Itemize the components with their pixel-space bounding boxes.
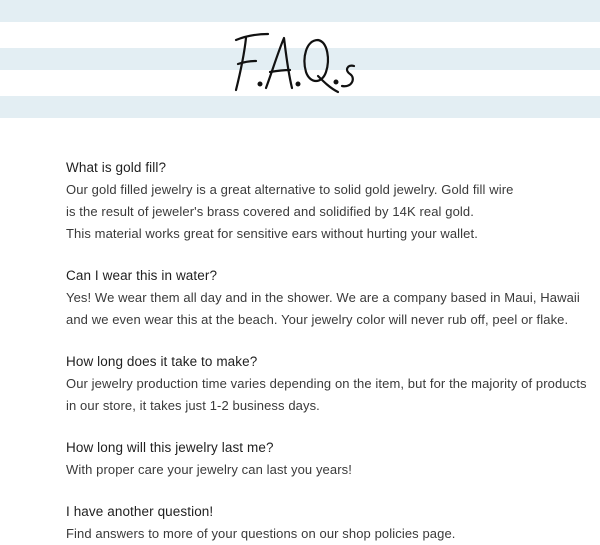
faq-item xyxy=(66,501,586,545)
faq-question: Can I wear this in water? xyxy=(66,268,218,283)
banner-stripe xyxy=(0,96,600,118)
header-banner xyxy=(0,0,600,118)
faq-answer-line: With proper care your jewelry can last you years! xyxy=(66,462,352,477)
faqs-title-script xyxy=(222,22,372,98)
faq-question: What is gold fill? xyxy=(66,160,167,175)
faq-answer-line: Our jewelry production time varies depending on the item, but for the majority of products xyxy=(66,376,587,391)
faq-answer-line: Yes! We wear them all day and in the shower. We are a company based in Maui, Hawaii xyxy=(66,290,580,305)
faq-answer xyxy=(66,523,586,545)
faq-answer xyxy=(66,179,586,245)
faq-answer xyxy=(66,373,586,417)
faq-answer xyxy=(66,287,586,331)
faq-answer-line: Our gold filled jewelry is a great alternative to solid gold jewelry. Gold fill wire xyxy=(66,182,514,197)
faq-question: How long will this jewelry last me? xyxy=(66,440,274,455)
faq-answer xyxy=(66,459,586,481)
faq-answer-line: and we even wear this at the beach. Your jewelry color will never rub off, peel or flake. xyxy=(66,312,569,327)
faq-answer-line: This material works great for sensitive ears without hurting your wallet. xyxy=(66,226,478,241)
faq-answer-line: Find answers to more of your questions on our shop policies page. xyxy=(66,526,456,541)
faq-question: How long does it take to make? xyxy=(66,354,258,369)
faq-answer-line: is the result of jeweler's brass covered and solidified by 14K real gold. xyxy=(66,204,474,219)
faq-item xyxy=(66,265,586,331)
faq-question: I have another question! xyxy=(66,504,214,519)
faq-answer-line: in our store, it takes just 1-2 business days. xyxy=(66,398,320,413)
faq-item xyxy=(66,351,586,417)
faq-item xyxy=(66,157,586,245)
banner-stripe xyxy=(0,0,600,22)
faq-item xyxy=(66,437,586,481)
